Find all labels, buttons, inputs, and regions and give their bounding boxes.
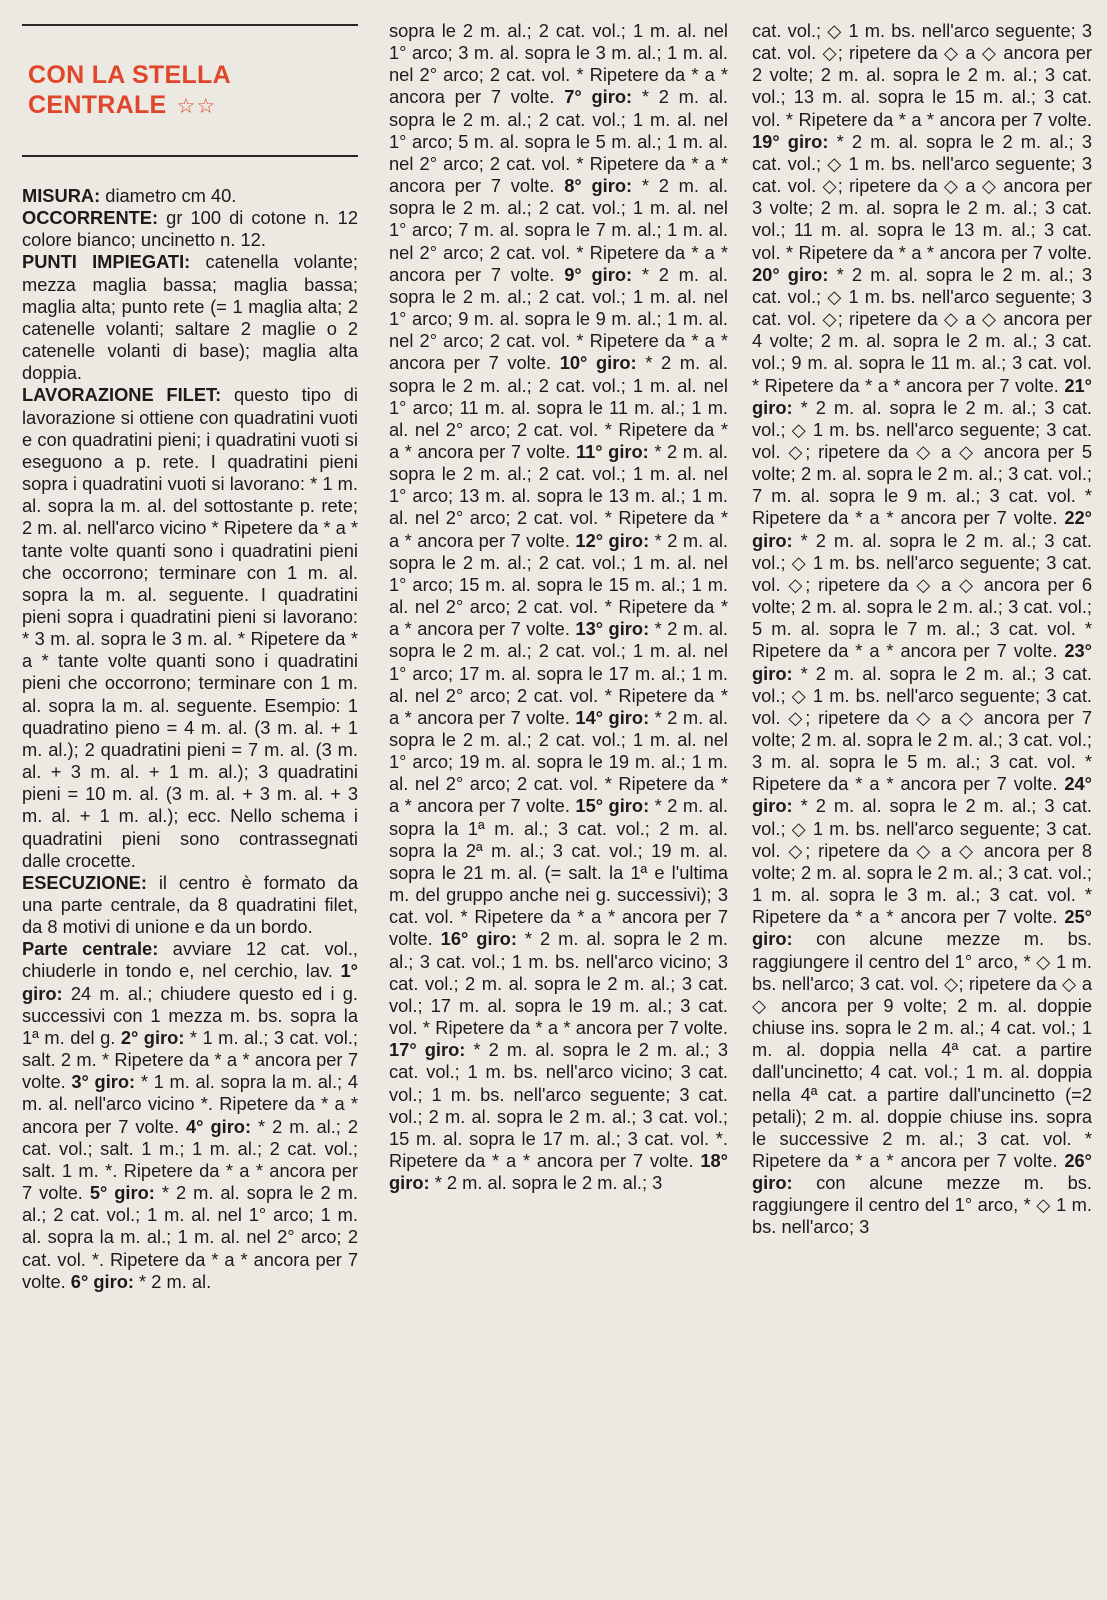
- round-marker: 12° giro:: [575, 529, 650, 551]
- round-marker: 14° giro:: [575, 706, 650, 728]
- round-marker: 16° giro:: [440, 928, 517, 950]
- column-1: [22, 20, 358, 1582]
- section-misura: [22, 185, 358, 207]
- round-marker: 4° giro:: [186, 1115, 252, 1137]
- title-line-2: CENTRALE: [28, 91, 167, 119]
- section-label: LAVORAZIONE FILET:: [22, 384, 222, 406]
- title-line-1: CON LA STELLA: [28, 61, 231, 89]
- section-text: questo tipo di lavorazione si ottiene con quadratini vuoti e con quadratini pieni; i quadratini vuoti si eseguono a p. rete. I quadratini pieni sopra i quadratini vuoti si lavorano: * 1 m. al. sopra la m. al. del sottostante p. rete; 2 m. al. nell'arco vicino * Ripetere da * a * tante volte quanti sono i quadratini pieni che occorrono; terminare con 1 m. al. sopra la m. al. seguente. I quadratini pieni sopra i quadratini pieni si lavorano: * 3 m. al. sopra le 3 m. al. * Ripetere da * a * tante volte quanti sono i quadratini pieni che occorrono; terminare con 1 m. al. sopra la m. al. seguente. Esempio: 1 quadratino pieno = 4 m. al. (3 m. al. + 1 m. al.); 2 quadratini pieni = 7 m. al. (3 m. al. + 3 m. al. + 1 m. al.); 3 quadratini pieni = 10 m. al. (3 m. al. + 3 m. al. + 3 m. al. + 1 m. al.); ecc. Nello schema i quadratini pieni sono contrassegnati dalle crocette.: [22, 384, 358, 871]
- column-2: [389, 20, 728, 1582]
- section-text: diametro cm 40.: [100, 185, 237, 206]
- round-marker: 13° giro:: [575, 618, 650, 640]
- column-3-text: cat. vol.; ◇ 1 m. bs. nell'arco seguente; 3 cat. vol. ◇; ripetere da ◇ a ◇ ancora per 2 volte; 2 m. al. sopra le 2 m. al.; 3 cat. vol.; 13 m. al. sopra le 15 m. al.; 3 cat. vol. * Ripetere da * a * ancora per 7 volte. 19° giro: * 2 m. al. sopra le 2 m. al.; 3 cat. vol.; ◇ 1 m. bs. nell'arco seguente; 3 cat. vol. ◇; ripetere da ◇ a ◇ ancora per 3 volte; 2 m. al. sopra le 2 m. al.; 3 cat. vol.; 11 m. al. sopra le 13 m. al.; 3 cat. vol. * Ripetere da * a * ancora per 7 volte. 20° giro: * 2 m. al. sopra le 2 m. al.; 3 cat. vol.; ◇ 1 m. bs. nell'arco seguente; 3 cat. vol. ◇; ripetere da ◇ a ◇ ancora per 4 volte; 2 m. al. sopra le 2 m. al.; 3 cat. vol.; 9 m. al. sopra le 11 m. al.; 3 cat. vol. * Ripetere da * a * ancora per 7 volte. 21° giro: * 2 m. al. sopra le 2 m. al.; 3 cat. vol.; ◇ 1 m. bs. nell'arco seguente; 3 cat. vol. ◇; ripetere da ◇ a ◇ ancora per 5 volte; 2 m. al. sopra le 2 m. al.; 3 cat. vol.; 7 m. al. sopra le 9 m. al.; 3 cat. vol. * Ripetere da * a * ancora per 7 volte. 22° giro: * 2 m. al. sopra le 2 m. al.; 3 cat. vol.; ◇ 1 m. bs. nell'arco seguente; 3 cat. vol. ◇; ripetere da ◇ a ◇ ancora per 6 volte; 2 m. al. sopra le 2 m. al.; 3 cat. vol.; 5 m. al. sopra le 7 m. al.; 3 cat. vol. * Ripetere da * a * ancora per 7 volte. 23° giro: * 2 m. al. sopra le 2 m. al.; 3 cat. vol.; ◇ 1 m. bs. nell'arco seguente; 3 cat. vol. ◇; ripetere da ◇ a ◇ ancora per 7 volte; 2 m. al. sopra le 2 m. al.; 3 cat. vol.; 3 m. al. sopra le 5 m. al.; 3 cat. vol. * Ripetere da * a * ancora per 7 volte. 24° giro: * 2 m. al. sopra le 2 m. al.; 3 cat. vol.; ◇ 1 m. bs. nell'arco seguente; 3 cat. vol. ◇; ripetere da ◇ a ◇ ancora per 8 volte; 2 m. al. sopra le 2 m. al.; 3 cat. vol.; 1 m. al. sopra le 3 m. al.; 3 cat. vol. * Ripetere da * a * ancora per 7 volte. 25° giro: con alcune mezze m. bs. raggiungere il centro del 1° arco, * ◇ 1 m. bs. nell'arco; 3 cat. vol. ◇; ripetere da ◇ a ◇ ancora per 9 volte; 2 m. al. doppie chiuse ins. sopra le 2 m. al.; 4 cat. vol.; 1 m. al. doppia nella 4ª cat. a partire dall'uncinetto; 4 cat. vol.; 1 m. al. doppia nella 4ª cat. a partire dall'uncinetto (=2 petali); 2 m. al. doppie chiuse ins. sopra le successive 2 m. al.; 3 cat. vol. * Ripetere da * a * ancora per 7 volte. 26° giro: con alcune mezze m. bs. raggiungere il centro del 1° arco, * ◇ 1 m. bs. nell'arco; 3: [752, 20, 1092, 1238]
- round-marker: 1° giro:: [22, 960, 358, 1004]
- section-esecuzione: [22, 872, 358, 938]
- round-marker: 8° giro:: [564, 175, 633, 197]
- section-label: OCCORRENTE:: [22, 207, 159, 229]
- round-marker: 20° giro:: [752, 263, 829, 285]
- round-marker: 11° giro:: [575, 440, 649, 462]
- round-marker: 18° giro:: [389, 1149, 728, 1194]
- column-3: [752, 20, 1092, 1582]
- section-label: Parte centrale:: [22, 938, 159, 960]
- round-marker: 6° giro:: [70, 1270, 134, 1292]
- round-marker: 23° giro:: [752, 640, 1092, 684]
- section-parte-centrale: [22, 938, 358, 1293]
- round-marker: 21° giro:: [752, 374, 1092, 418]
- round-marker: 5° giro:: [89, 1182, 155, 1204]
- page-title: [28, 60, 358, 122]
- section-label: PUNTI IMPIEGATI:: [22, 251, 191, 273]
- section-text: avviare 12 cat. vol., chiuderle in tondo e, nel cerchio, lav. 1° giro: 24 m. al.; chiudere questo ed i g. successivi con 1 mezza m. bs. sopra la 1ª m. del g. 2° giro: * 1 m. al.; 3 cat. vol.; salt. 2 m. * Ripetere da * a * ancora per 7 volte. 3° giro: * 1 m. al. sopra la m. al.; 4 m. al. nell'arco vicino *. Ripetere da * a * ancora per 7 volte. 4° giro: * 2 m. al.; 2 cat. vol.; salt. 1 m.; 1 m. al.; 2 cat. vol.; salt. 1 m. *. Ripetere da * a * ancora per 7 volte. 5° giro: * 2 m. al. sopra le 2 m. al.; 2 cat. vol.; 1 m. al. nel 1° arco; 1 m. al. sopra la m. al.; 1 m. al. nel 2° arco; 2 cat. vol. *. Ripetere da * a * ancora per 7 volte. 6° giro: * 2 m. al.: [22, 938, 358, 1292]
- round-marker: 2° giro:: [120, 1026, 185, 1048]
- section-text: catenella volante; mezza maglia bassa; maglia bassa; maglia alta; punto rete (= 1 maglia alta; 2 catenelle volanti; saltare 2 maglie o 2 catenelle volanti di base); maglia alta doppia.: [22, 251, 358, 384]
- round-marker: 17° giro:: [389, 1039, 466, 1061]
- round-marker: 15° giro:: [575, 795, 650, 817]
- round-marker: 7° giro:: [564, 86, 633, 108]
- round-marker: 24° giro:: [752, 773, 1092, 817]
- section-label: MISURA:: [22, 185, 101, 206]
- bottom-rule: [22, 155, 358, 157]
- round-marker: 9° giro:: [564, 263, 633, 285]
- round-marker: 26° giro:: [752, 1149, 1092, 1194]
- section-punti-impiegati: [22, 251, 358, 384]
- difficulty-stars: ☆☆: [176, 95, 217, 118]
- section-text: gr 100 di cotone n. 12 colore bianco; uncinetto n. 12.: [22, 207, 358, 251]
- round-marker: 3° giro:: [71, 1071, 136, 1093]
- column-2-text: sopra le 2 m. al.; 2 cat. vol.; 1 m. al. nel 1° arco; 3 m. al. sopra le 3 m. al.; 1 m. al. nel 2° arco; 2 cat. vol. * Ripetere da * a * ancora per 7 volte. 7° giro: * 2 m. al. sopra le 2 m. al.; 2 cat. vol.; 1 m. al. nel 1° arco; 5 m. al. sopra le 5 m. al.; 1 m. al. nel 2° arco; 2 cat. vol. * Ripetere da * a * ancora per 7 volte. 8° giro: * 2 m. al. sopra le 2 m. al.; 2 cat. vol.; 1 m. al. nel 1° arco; 7 m. al. sopra le 7 m. al.; 1 m. al. nel 2° arco; 2 cat. vol. * Ripetere da * a * ancora per 7 volte. 9° giro: * 2 m. al. sopra le 2 m. al.; 2 cat. vol.; 1 m. al. nel 1° arco; 9 m. al. sopra le 9 m. al.; 1 m. al. nel 2° arco; 2 cat. vol. * Ripetere da * a * ancora per 7 volte. 10° giro: * 2 m. al. sopra le 2 m. al.; 2 cat. vol.; 1 m. al. nel 1° arco; 11 m. al. sopra le 11 m. al.; 1 m. al. nel 2° arco; 2 cat. vol. * Ripetere da * a * ancora per 7 volte. 11° giro: * 2 m. al. sopra le 2 m. al.; 2 cat. vol.; 1 m. al. nel 1° arco; 13 m. al. sopra le 13 m. al.; 1 m. al. nel 2° arco; 2 cat. vol. * Ripetere da * a * ancora per 7 volte. 12° giro: * 2 m. al. sopra le 2 m. al.; 2 cat. vol.; 1 m. al. nel 1° arco; 15 m. al. sopra le 15 m. al.; 1 m. al. nel 2° arco; 2 cat. vol. * Ripetere da * a * ancora per 7 volte. 13° giro: * 2 m. al. sopra le 2 m. al.; 2 cat. vol.; 1 m. al. nel 1° arco; 17 m. al. sopra le 17 m. al.; 1 m. al. nel 2° arco; 2 cat. vol. * Ripetere da * a * ancora per 7 volte. 14° giro: * 2 m. al. sopra le 2 m. al.; 2 cat. vol.; 1 m. al. nel 1° arco; 19 m. al. sopra le 19 m. al.; 1 m. al. nel 2° arco; 2 cat. vol. * Ripetere da * a * ancora per 7 volte. 15° giro: * 2 m. al. sopra la 1ª m. al.; 3 cat. vol.; 2 m. al. sopra la 2ª m. al.; 3 cat. vol.; 19 m. al. sopra le 21 m. al. (= salt. la 1ª e l'ultima m. del gruppo anche nei g. successivi); 3 cat. vol. * Ripetere da * a * ancora per 7 volte. 16° giro: * 2 m. al. sopra le 2 m. al.; 3 cat. vol.; 1 m. bs. nell'arco vicino; 3 cat. vol.; 2 m. al. sopra le 2 m. al.; 3 cat. vol.; 17 m. al. sopra le 19 m. al.; 3 cat. vol. * Ripetere da * a * ancora per 7 volte. 17° giro: * 2 m. al. sopra le 2 m. al.; 3 cat. vol.; 1 m. bs. nell'arco vicino; 3 cat. vol.; 1 m. bs. nell'arco seguente; 3 cat. vol.; 2 m. al. sopra le 2 m. al.; 3 cat. vol.; 15 m. al. sopra le 17 m. al.; 3 cat. vol. *. Ripetere da * a * ancora per 7 volte. 18° giro: * 2 m. al. sopra le 2 m. al.; 3: [389, 20, 728, 1194]
- title-block: [22, 24, 358, 157]
- section-text: il centro è formato da una parte centrale, da 8 quadratini filet, da 8 motivi di unione e da un bordo.: [22, 871, 358, 938]
- section-label: ESECUZIONE:: [22, 871, 147, 893]
- top-rule: [22, 24, 358, 26]
- round-marker: 10° giro:: [559, 352, 637, 374]
- round-marker: 22° giro:: [752, 507, 1092, 551]
- round-marker: 25° giro:: [752, 906, 1092, 950]
- section-lavorazione-filet: [22, 384, 358, 871]
- section-occorrente: [22, 207, 358, 251]
- round-marker: 19° giro:: [752, 130, 829, 152]
